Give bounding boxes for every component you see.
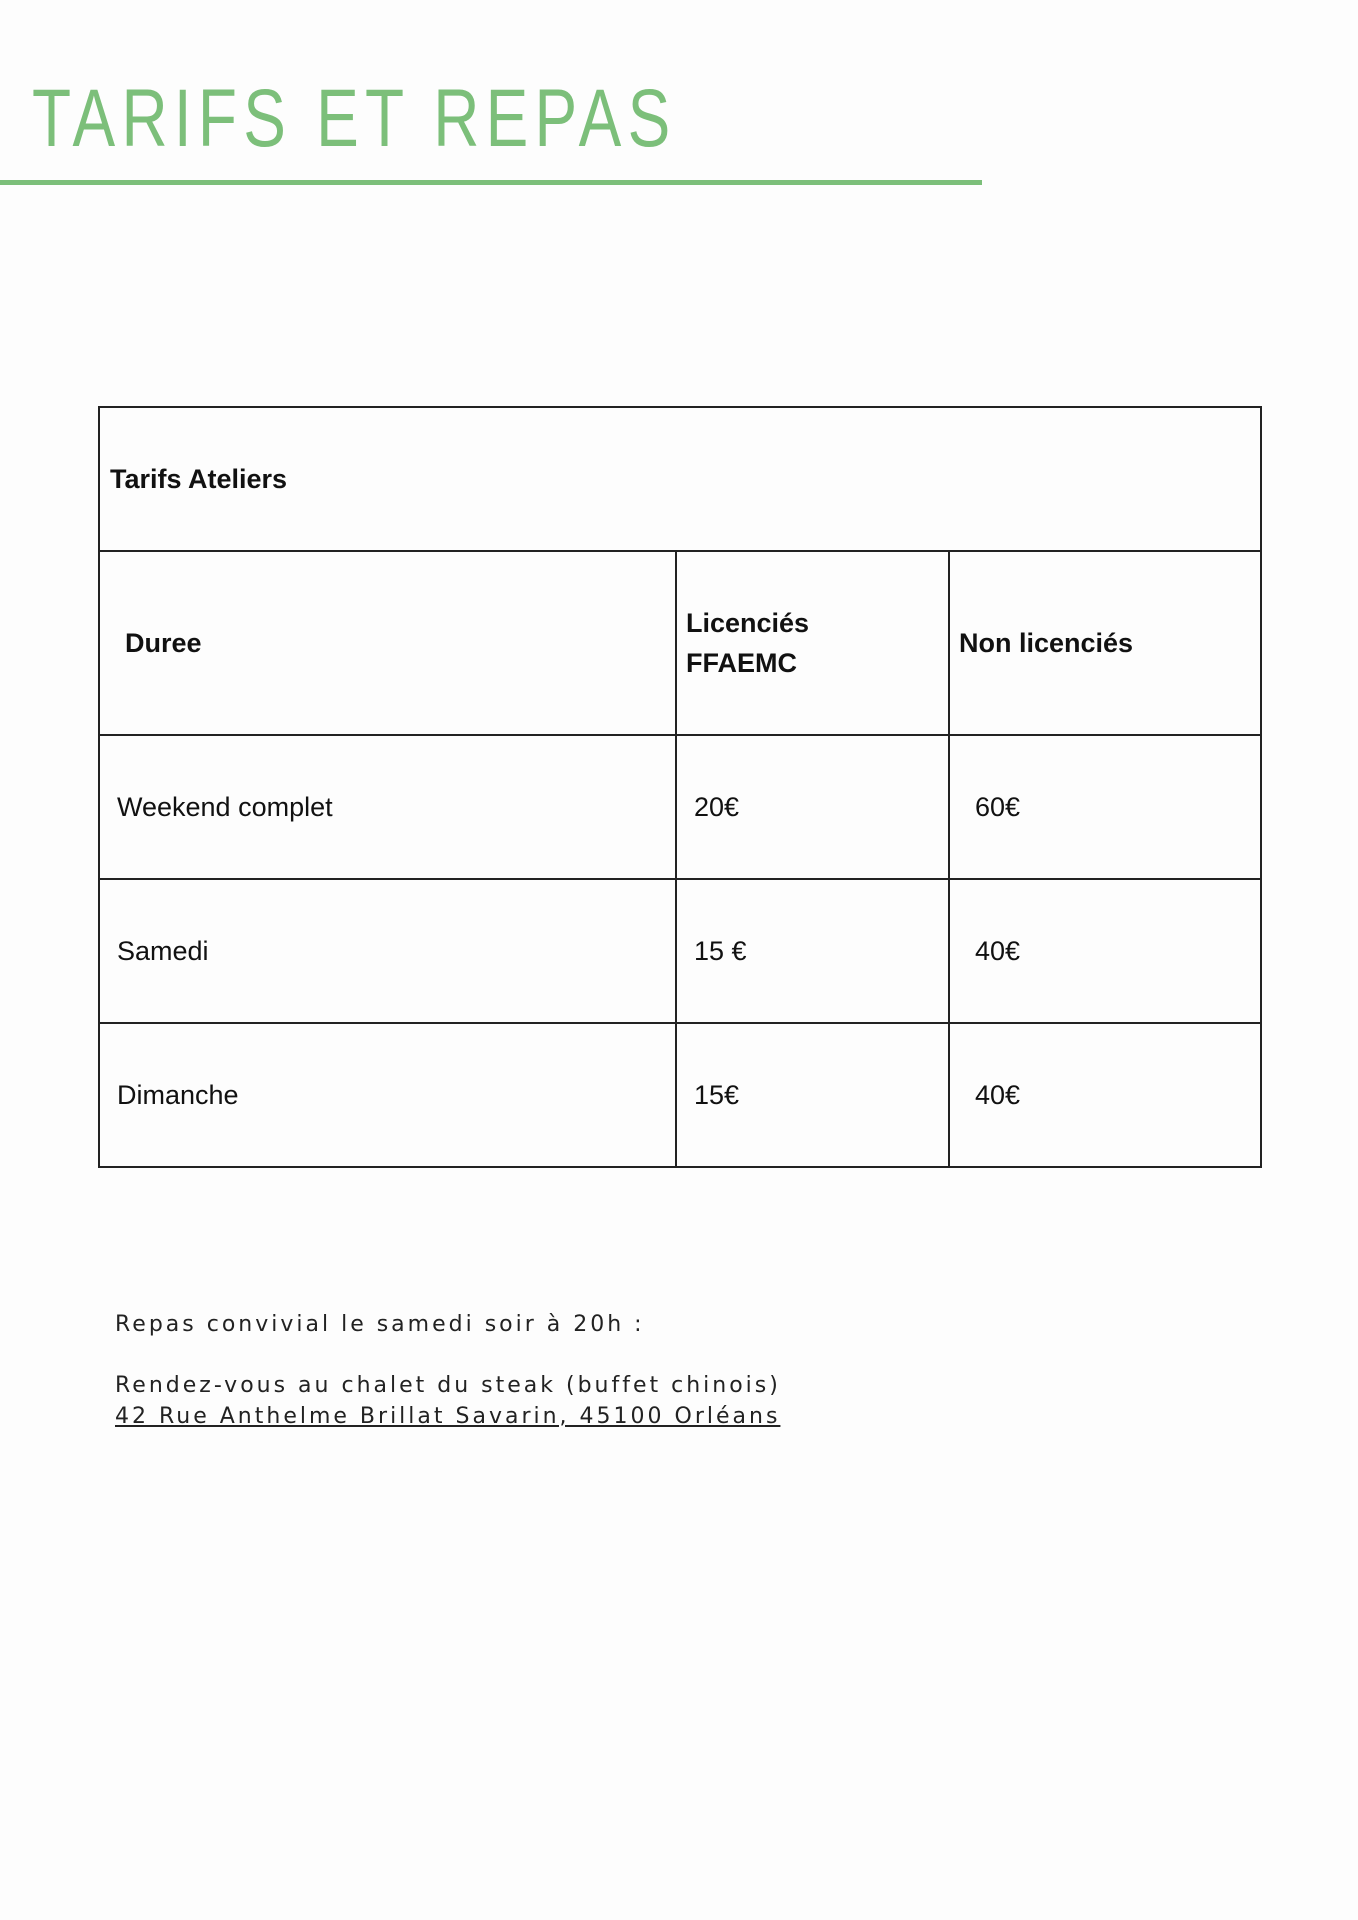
cell-non-licencies: 40€: [949, 879, 1261, 1023]
meal-intro: Repas convivial le samedi soir à 20h :: [115, 1312, 645, 1337]
cell-duree: Weekend complet: [99, 735, 676, 879]
cell-duree: Dimanche: [99, 1023, 676, 1167]
meal-venue: Rendez-vous au chalet du steak (buffet chinois): [115, 1373, 781, 1398]
column-header-non-licencies: Non licenciés: [949, 551, 1261, 735]
table-title: Tarifs Ateliers: [99, 407, 1261, 551]
table-row: [99, 879, 1261, 1023]
column-header-licencies: [676, 551, 949, 735]
column-header-duree: Duree: [99, 551, 676, 735]
column-header-licencies-text: Licenciés FFAEMC: [686, 608, 810, 678]
cell-licencies: 15 €: [676, 879, 949, 1023]
meal-info: [115, 1309, 781, 1432]
cell-licencies: 15€: [676, 1023, 949, 1167]
cell-non-licencies: 60€: [949, 735, 1261, 879]
cell-licencies: 20€: [676, 735, 949, 879]
tarifs-table: [98, 406, 1262, 1168]
table-row: [99, 735, 1261, 879]
cell-non-licencies: 40€: [949, 1023, 1261, 1167]
table-title-row: [99, 407, 1261, 551]
page-title: TARIFS ET REPAS: [32, 73, 677, 164]
table-header-row: [99, 551, 1261, 735]
table-row: [99, 1023, 1261, 1167]
cell-duree: Samedi: [99, 879, 676, 1023]
title-underline: [0, 180, 982, 185]
meal-address-link[interactable]: 42 Rue Anthelme Brillat Savarin, 45100 Orléans: [115, 1404, 781, 1429]
